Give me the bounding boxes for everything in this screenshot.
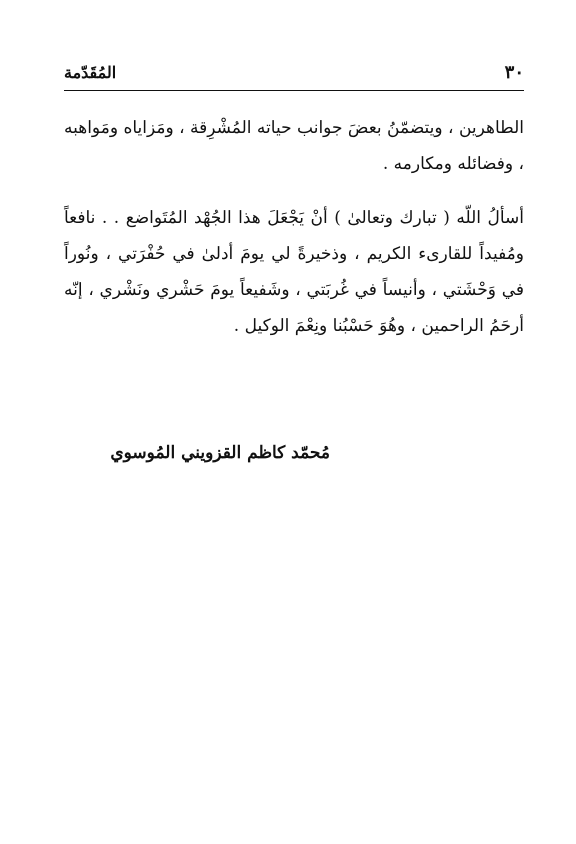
header-divider	[64, 90, 524, 91]
body-text	[64, 110, 524, 344]
author-signature: مُحمّد كاظم القزويني المُوسوي	[110, 443, 330, 463]
header-title: المُقَدّمة	[64, 63, 117, 82]
running-header	[64, 60, 524, 86]
paragraph-2: أسألُ اللّه ( تبارك وتعالىٰ ) أنْ يَجْعَلَ هذا الجُهْد المُتَواضع . . نافعاً ومُفيداً للقارىء الكريم ، وذخيرةً لي يومَ أدلىٰ في حُفْرَتي ، ونُوراً في وَحْشَتي ، وأنيساً في غُربَتي ، وشَفيعاً يومَ حَشْري ونَشْري ، إنّه أرحَمُ الراحمين ، وهُوَ حَسْبُنا ونِعْمَ الوكيل .	[64, 208, 524, 336]
page-number: ٣٠	[504, 62, 524, 83]
paragraph-1: الطاهرين ، ويتضمّنُ بعضَ جوانب حياته المُشْرِقة ، ومَزاياه ومَواهبه ، وفضائله ومكارمه .	[64, 118, 524, 174]
